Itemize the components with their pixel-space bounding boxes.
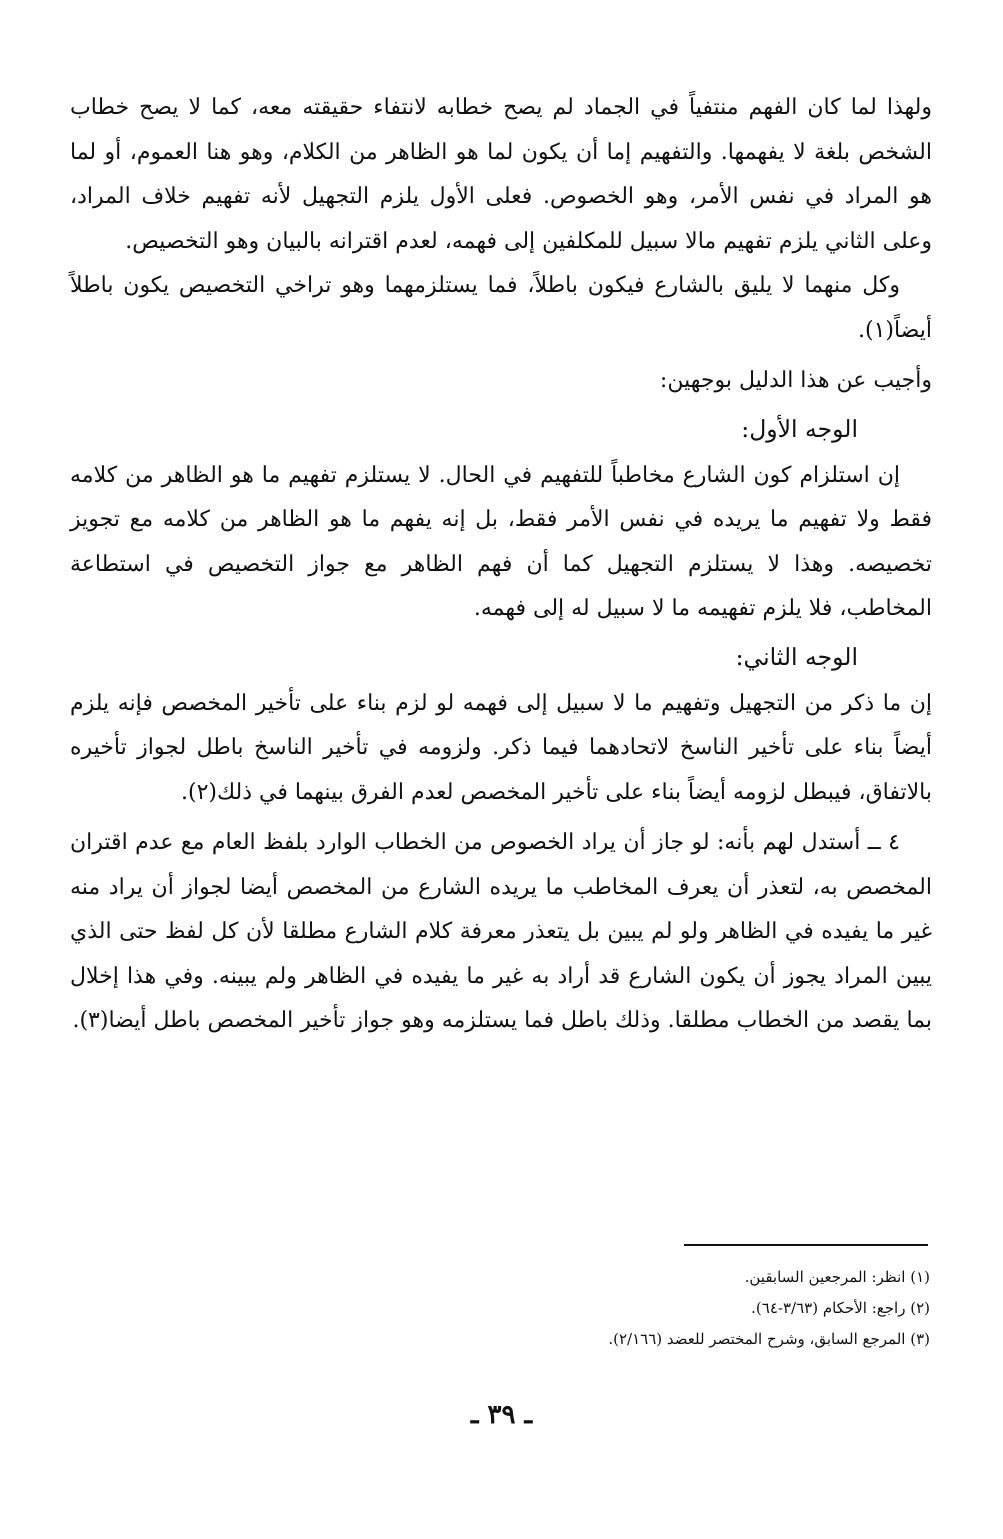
paragraph-4: إن استلزام كون الشارع مخاطباً للتفهيم في الحال. لا يستلزم تفهيم ما هو الظاهر من كلامه فقط ولا تفهيم ما يريده في نفس الأمر فقط، بل إنه يفهم ما هو الظاهر من كلامه مع تجويز تخصيصه. وهذا لا يستلزم التجهيل كما أن فهم الظاهر مع جواز التخصيص في استطاعة المخاطب، فلا يلزم تفهيمه ما لا سبيل له إلى فهمه. [70,462,932,621]
paragraph-3: وأجيب عن هذا الدليل بوجهين: [659,368,932,393]
page-number: ـ ٣٩ ـ [470,1400,533,1430]
footnote-2: (٢) راجع: الأحكام (٣/٦٣-٦٤). [751,1299,930,1317]
footnotes [360,1262,930,1355]
footnote-separator [684,1244,928,1246]
paragraph-6: ٤ ــ أستدل لهم بأنه: لو جاز أن يراد الخصوص من الخطاب الوارد بلفظ العام مع عدم اقتران المخصص به، لتعذر أن يعرف المخاطب ما يريده الشارع من المخصص أيضا لجواز أن يراد منه غير ما يفيده في الظاهر ولو لم يبين بل يتعذر معرفة كلام الشارع مطلقا لأن كل لفظ حتى الذي يبين المراد يجوز أن يكون الشارع قد أراد به غير ما يفيده في الظاهر ولم يبينه. وفي هذا إخلال بما يقصد من الخطاب مطلقا. وذلك باطل فما يستلزمه وهو جواز تأخير المخصص باطل أيضا(٣). [70,830,932,1033]
paragraph-1: ولهذا لما كان الفهم منتفياً في الجماد لم يصح خطابه لانتفاء حقيقته معه، كما لا يصح خطاب الشخص بلغة لا يفهمها. والتفهيم إما أن يكون لما هو الظاهر من الكلام، وهو هنا العموم، أو لما هو المراد في نفس الأمر، وهو الخصوص. فعلى الأول يلزم التجهيل لأنه تفهيم خلاف المراد، وعلى الثاني يلزم تفهيم مالا سبيل للمكلفين إلى فهمه، لعدم اقترانه بالبيان وهو التخصيص. [70,95,932,254]
footnote-3: (٣) المرجع السابق، وشرح المختصر للعضد (٢/١٦٦). [608,1330,930,1348]
footnote-1: (١) انظر: المرجعين السابقين. [744,1268,930,1286]
heading-first-aspect: الوجه الأول: [741,414,858,443]
paragraph-5: إن ما ذكر من التجهيل وتفهيم ما لا سبيل إلى فهمه لو لزم بناء على تأخير المخصص فإنه يلزم أيضاً بناء على تأخير الناسخ لاتحادهما فيما ذكر. ولزومه في تأخير الناسخ باطل لجواز تأخيره بالاتفاق، فيبطل لزومه أيضاً بناء على تأخير المخصص لعدم الفرق بينهما في ذلك(٢). [70,690,932,805]
heading-second-aspect: الوجه الثاني: [735,642,858,671]
main-text [70,86,932,1044]
paragraph-2: وكل منهما لا يليق بالشارع فيكون باطلاً، فما يستلزمهما وهو تراخي التخصيص يكون باطلاً أيضاً(١). [70,273,932,343]
